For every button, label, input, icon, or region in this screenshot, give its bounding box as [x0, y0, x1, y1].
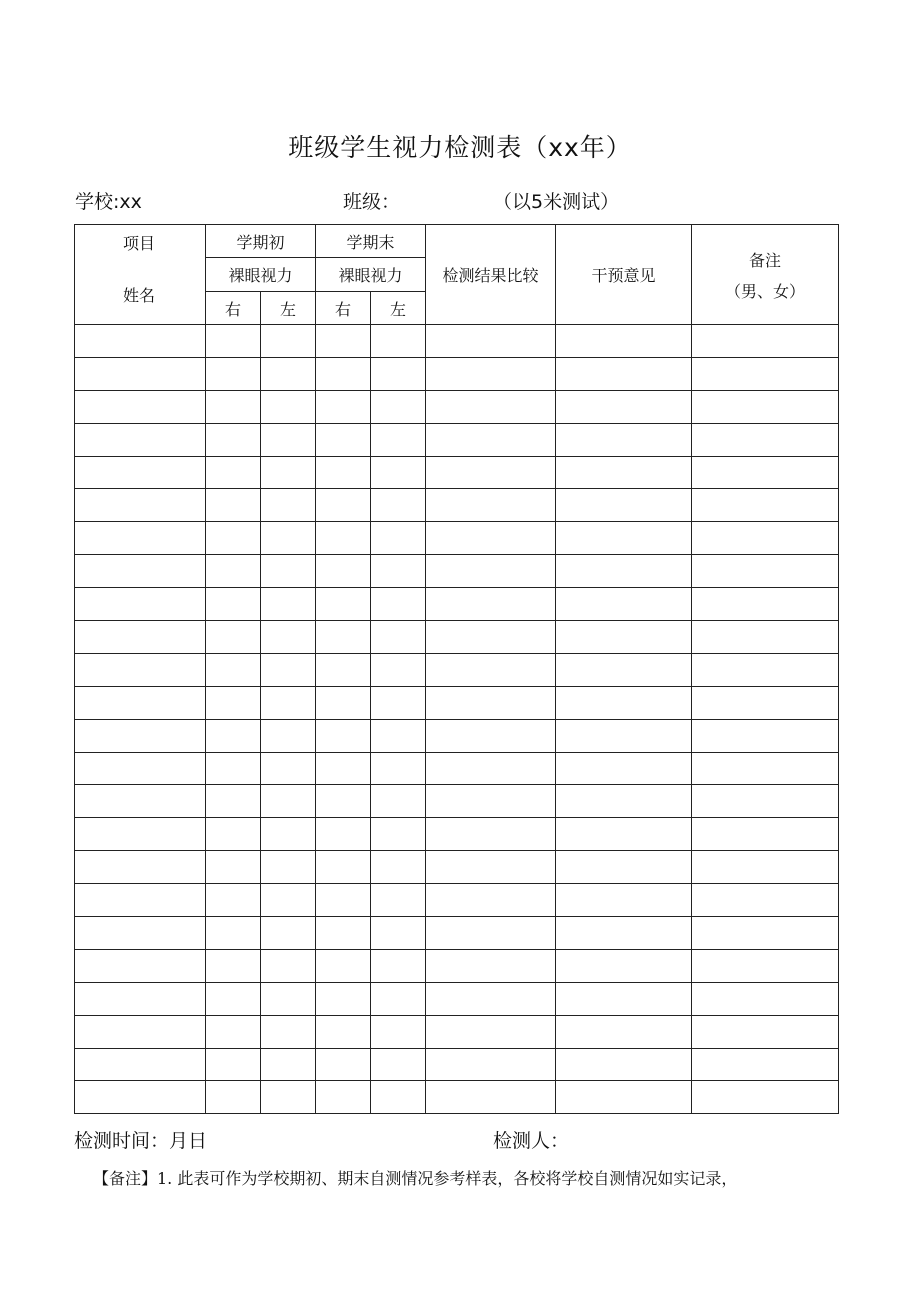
table-cell	[316, 588, 371, 621]
table-cell	[556, 752, 692, 785]
table-cell	[371, 522, 426, 555]
table-cell	[316, 390, 371, 423]
table-cell	[692, 325, 839, 358]
table-cell	[261, 522, 316, 555]
table-row	[75, 357, 839, 390]
table-cell	[556, 785, 692, 818]
table-row	[75, 653, 839, 686]
header-item-name-cell	[75, 225, 206, 325]
table-cell	[316, 653, 371, 686]
table-cell	[426, 785, 556, 818]
table-cell	[316, 917, 371, 950]
table-row	[75, 719, 839, 752]
table-cell	[556, 325, 692, 358]
table-cell	[556, 621, 692, 654]
table-cell	[426, 752, 556, 785]
table-row	[75, 982, 839, 1015]
table-cell	[206, 752, 261, 785]
table-cell	[556, 686, 692, 719]
table-cell	[316, 719, 371, 752]
table-cell	[261, 917, 316, 950]
table-row	[75, 785, 839, 818]
table-cell	[692, 851, 839, 884]
table-cell	[371, 588, 426, 621]
table-cell	[556, 423, 692, 456]
table-cell	[692, 456, 839, 489]
table-cell	[692, 884, 839, 917]
table-cell	[75, 325, 206, 358]
table-cell	[556, 390, 692, 423]
table-cell	[556, 456, 692, 489]
table-cell	[316, 851, 371, 884]
table-row	[75, 949, 839, 982]
table-cell	[426, 884, 556, 917]
table-row	[75, 588, 839, 621]
table-cell	[692, 555, 839, 588]
table-cell	[75, 785, 206, 818]
table-cell	[75, 653, 206, 686]
table-cell	[556, 917, 692, 950]
table-cell	[426, 653, 556, 686]
table-cell	[261, 325, 316, 358]
table-cell	[206, 884, 261, 917]
table-cell	[371, 851, 426, 884]
table-cell	[206, 785, 261, 818]
table-cell	[692, 1081, 839, 1114]
table-cell	[261, 357, 316, 390]
school-label: 学校:xx	[75, 191, 142, 213]
table-cell	[206, 686, 261, 719]
table-cell	[75, 423, 206, 456]
table-cell	[426, 325, 556, 358]
table-cell	[206, 1081, 261, 1114]
table-cell	[692, 785, 839, 818]
table-cell	[426, 818, 556, 851]
table-cell	[692, 390, 839, 423]
vision-test-table	[74, 224, 839, 1114]
header-comparison: 检测结果比较	[426, 225, 556, 325]
table-cell	[316, 423, 371, 456]
table-cell	[261, 588, 316, 621]
table-cell	[371, 949, 426, 982]
table-cell	[556, 522, 692, 555]
table-row	[75, 686, 839, 719]
table-cell	[206, 423, 261, 456]
table-cell	[556, 851, 692, 884]
table-cell	[206, 1048, 261, 1081]
table-cell	[75, 818, 206, 851]
remark-text: 【备注】1. 此表可作为学校期初、期末自测情况参考样表，各校将学校自测情况如实记录，	[93, 1169, 738, 1188]
header-left-end: 左	[371, 292, 426, 325]
table-row	[75, 917, 839, 950]
table-cell	[556, 653, 692, 686]
table-cell	[261, 555, 316, 588]
table-cell	[371, 325, 426, 358]
table-cell	[316, 884, 371, 917]
table-cell	[556, 1081, 692, 1114]
table-cell	[206, 390, 261, 423]
table-cell	[261, 785, 316, 818]
table-cell	[261, 621, 316, 654]
table-cell	[692, 982, 839, 1015]
table-row	[75, 1081, 839, 1114]
table-cell	[371, 489, 426, 522]
table-cell	[371, 456, 426, 489]
header-right-start: 右	[206, 292, 261, 325]
table-cell	[206, 818, 261, 851]
table-cell	[75, 686, 206, 719]
table-cell	[261, 456, 316, 489]
header-term-end: 学期末	[316, 225, 426, 258]
table-cell	[426, 522, 556, 555]
table-row	[75, 456, 839, 489]
table-cell	[426, 390, 556, 423]
table-cell	[316, 456, 371, 489]
table-cell	[371, 1015, 426, 1048]
header-remarks	[692, 225, 839, 325]
table-cell	[75, 621, 206, 654]
table-row	[75, 423, 839, 456]
table-cell	[75, 588, 206, 621]
table-cell	[692, 1048, 839, 1081]
table-cell	[426, 423, 556, 456]
table-cell	[75, 982, 206, 1015]
table-cell	[75, 357, 206, 390]
table-cell	[371, 785, 426, 818]
table-cell	[692, 686, 839, 719]
table-cell	[261, 949, 316, 982]
table-cell	[692, 719, 839, 752]
table-cell	[426, 357, 556, 390]
table-cell	[261, 719, 316, 752]
table-cell	[692, 1015, 839, 1048]
table-cell	[426, 621, 556, 654]
header-left-start: 左	[261, 292, 316, 325]
table-cell	[556, 555, 692, 588]
table-cell	[371, 917, 426, 950]
table-cell	[556, 949, 692, 982]
table-cell	[316, 785, 371, 818]
table-cell	[316, 1048, 371, 1081]
table-cell	[556, 884, 692, 917]
table-cell	[75, 851, 206, 884]
test-time-label: 检测时间：月日	[74, 1130, 208, 1152]
table-cell	[426, 555, 556, 588]
table-cell	[371, 621, 426, 654]
table-cell	[426, 686, 556, 719]
table-cell	[371, 1081, 426, 1114]
table-cell	[206, 588, 261, 621]
header-remarks-gender: （男、女）	[725, 281, 806, 301]
table-cell	[426, 982, 556, 1015]
page-title: 班级学生视力检测表（xx年）	[288, 133, 632, 162]
table-cell	[206, 325, 261, 358]
table-row	[75, 818, 839, 851]
table-cell	[426, 917, 556, 950]
table-cell	[316, 818, 371, 851]
table-cell	[316, 752, 371, 785]
table-cell	[261, 686, 316, 719]
table-row	[75, 621, 839, 654]
table-cell	[426, 456, 556, 489]
table-cell	[556, 1015, 692, 1048]
table-cell	[316, 325, 371, 358]
table-cell	[692, 423, 839, 456]
table-cell	[426, 489, 556, 522]
table-cell	[426, 1081, 556, 1114]
table-cell	[261, 489, 316, 522]
table-row	[75, 390, 839, 423]
table-cell	[261, 1048, 316, 1081]
table-cell	[75, 489, 206, 522]
table-cell	[692, 917, 839, 950]
table-cell	[316, 1015, 371, 1048]
table-cell	[371, 653, 426, 686]
table-cell	[692, 522, 839, 555]
table-cell	[692, 949, 839, 982]
table-cell	[261, 752, 316, 785]
table-cell	[206, 917, 261, 950]
table-cell	[316, 357, 371, 390]
header-intervention: 干预意见	[556, 225, 692, 325]
table-cell	[206, 489, 261, 522]
table-cell	[556, 982, 692, 1015]
table-cell	[261, 1081, 316, 1114]
table-cell	[75, 1081, 206, 1114]
table-row	[75, 752, 839, 785]
table-cell	[556, 357, 692, 390]
header-name: 姓名	[123, 286, 156, 305]
table-cell	[371, 719, 426, 752]
table-cell	[206, 1015, 261, 1048]
table-cell	[261, 423, 316, 456]
table-cell	[316, 621, 371, 654]
table-cell	[371, 357, 426, 390]
table-cell	[75, 522, 206, 555]
table-cell	[316, 489, 371, 522]
table-cell	[316, 522, 371, 555]
table-cell	[206, 357, 261, 390]
table-cell	[206, 555, 261, 588]
table-row	[75, 1015, 839, 1048]
table-row	[75, 851, 839, 884]
table-cell	[75, 555, 206, 588]
table-cell	[316, 982, 371, 1015]
table-cell	[426, 588, 556, 621]
tester-label: 检测人：	[493, 1130, 570, 1152]
table-cell	[261, 1015, 316, 1048]
table-cell	[261, 390, 316, 423]
table-cell	[206, 621, 261, 654]
table-cell	[556, 818, 692, 851]
table-row	[75, 1048, 839, 1081]
table-cell	[75, 949, 206, 982]
table-cell	[206, 522, 261, 555]
table-cell	[75, 917, 206, 950]
header-item: 项目	[123, 234, 156, 253]
header-naked-vision-start: 裸眼视力	[206, 258, 316, 292]
table-cell	[556, 588, 692, 621]
table-cell	[692, 588, 839, 621]
table-cell	[261, 818, 316, 851]
table-cell	[206, 982, 261, 1015]
table-row	[75, 522, 839, 555]
table-cell	[692, 621, 839, 654]
table-cell	[371, 1048, 426, 1081]
table-row	[75, 489, 839, 522]
table-cell	[426, 1048, 556, 1081]
table-cell	[556, 1048, 692, 1081]
table-cell	[75, 752, 206, 785]
table-cell	[206, 719, 261, 752]
table-cell	[371, 884, 426, 917]
table-row	[75, 325, 839, 358]
table-cell	[261, 982, 316, 1015]
table-row	[75, 555, 839, 588]
table-cell	[556, 489, 692, 522]
table-cell	[316, 686, 371, 719]
header-remarks-label: 备注	[749, 250, 782, 270]
table-cell	[371, 686, 426, 719]
table-cell	[371, 390, 426, 423]
test-distance-note: （以5米测试）	[493, 191, 620, 213]
table-cell	[316, 555, 371, 588]
table-cell	[692, 818, 839, 851]
header-naked-vision-end: 裸眼视力	[316, 258, 426, 292]
class-label: 班级：	[343, 191, 401, 213]
table-cell	[75, 1048, 206, 1081]
table-cell	[426, 1015, 556, 1048]
header-term-start: 学期初	[206, 225, 316, 258]
table-cell	[426, 949, 556, 982]
table-cell	[371, 423, 426, 456]
table-cell	[692, 357, 839, 390]
table-cell	[261, 884, 316, 917]
table-cell	[692, 489, 839, 522]
table-cell	[75, 1015, 206, 1048]
table-cell	[206, 851, 261, 884]
table-cell	[692, 752, 839, 785]
table-cell	[75, 884, 206, 917]
table-row	[75, 884, 839, 917]
header-right-end: 右	[316, 292, 371, 325]
table-cell	[371, 752, 426, 785]
table-cell	[316, 1081, 371, 1114]
table-cell	[426, 851, 556, 884]
table-cell	[261, 653, 316, 686]
table-cell	[261, 851, 316, 884]
table-cell	[75, 390, 206, 423]
table-cell	[206, 456, 261, 489]
table-cell	[371, 818, 426, 851]
table-cell	[371, 982, 426, 1015]
table-cell	[206, 653, 261, 686]
table-cell	[206, 949, 261, 982]
table-cell	[75, 456, 206, 489]
table-cell	[371, 555, 426, 588]
table-cell	[316, 949, 371, 982]
table-cell	[75, 719, 206, 752]
table-cell	[556, 719, 692, 752]
table-cell	[692, 653, 839, 686]
table-cell	[426, 719, 556, 752]
